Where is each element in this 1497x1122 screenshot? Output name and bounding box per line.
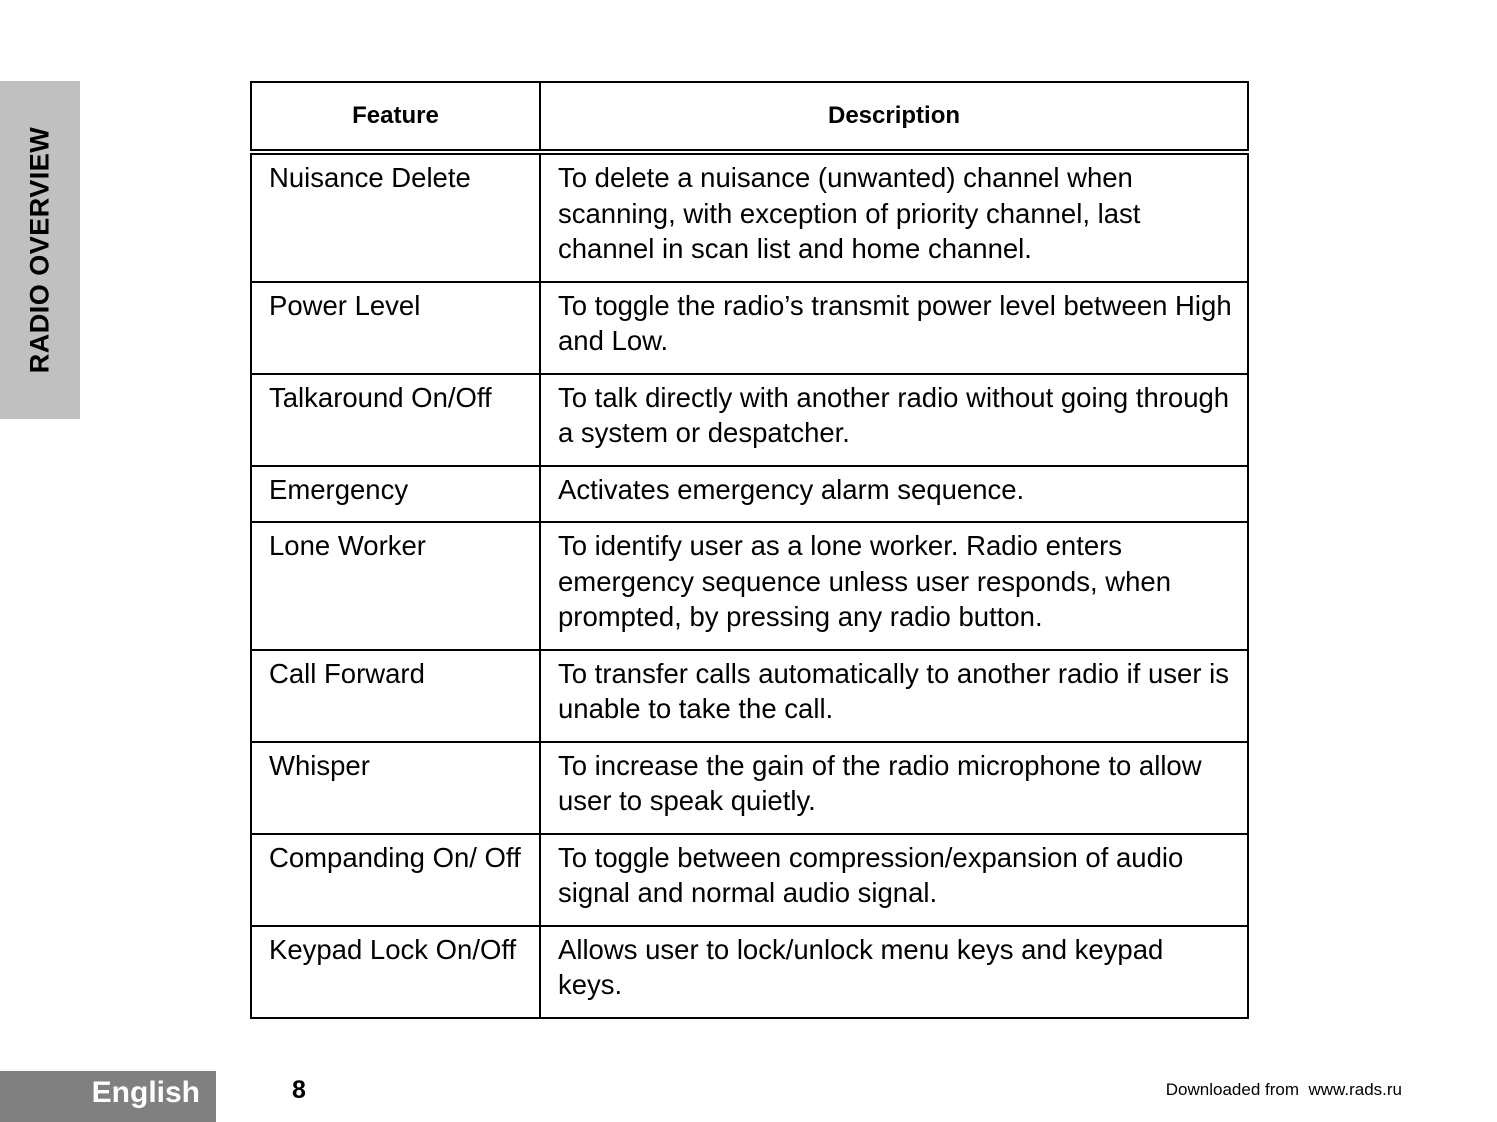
language-tab [0, 1071, 216, 1122]
description-cell: To increase the gain of the radio microphone to allow user to speak quietly. [540, 742, 1248, 834]
description-cell: To transfer calls automatically to another radio if user is unable to take the call. [540, 650, 1248, 742]
feature-cell: Nuisance Delete [251, 152, 540, 282]
table-row [251, 650, 1248, 742]
language-label: English [91, 1076, 200, 1109]
table-row [251, 374, 1248, 466]
description-cell: To toggle between compression/expansion of audio signal and normal audio signal. [540, 834, 1248, 926]
description-cell: To toggle the radio’s transmit power level between High and Low. [540, 282, 1248, 374]
table-header-row [251, 82, 1248, 152]
table-row [251, 742, 1248, 834]
table-row [251, 282, 1248, 374]
column-header-description: Description [540, 82, 1248, 152]
feature-table [250, 81, 1249, 1019]
table-row [251, 834, 1248, 926]
column-header-feature: Feature [251, 82, 540, 152]
feature-cell: Call Forward [251, 650, 540, 742]
section-title: RADIO OVERVIEW [24, 126, 55, 374]
feature-cell: Power Level [251, 282, 540, 374]
section-side-tab [0, 81, 80, 419]
feature-cell: Talkaround On/Off [251, 374, 540, 466]
feature-cell: Lone Worker [251, 522, 540, 650]
description-cell: To delete a nuisance (unwanted) channel when scanning, with exception of priority channel, last channel in scan list and home channel. [540, 152, 1248, 282]
table-row [251, 522, 1248, 650]
feature-cell: Companding On/ Off [251, 834, 540, 926]
table-row [251, 926, 1248, 1018]
page-number: 8 [292, 1076, 306, 1104]
description-cell: To talk directly with another radio without going through a system or despatcher. [540, 374, 1248, 466]
description-cell: Activates emergency alarm sequence. [540, 466, 1248, 523]
feature-cell: Emergency [251, 466, 540, 523]
feature-cell: Whisper [251, 742, 540, 834]
description-cell: To identify user as a lone worker. Radio enters emergency sequence unless user responds, when prompted, by pressing any radio button. [540, 522, 1248, 650]
description-cell: Allows user to lock/unlock menu keys and keypad keys. [540, 926, 1248, 1018]
table-row [251, 152, 1248, 282]
feature-cell: Keypad Lock On/Off [251, 926, 540, 1018]
download-source-note: Downloaded from www.rads.ru [1165, 1080, 1402, 1099]
table-row [251, 466, 1248, 523]
